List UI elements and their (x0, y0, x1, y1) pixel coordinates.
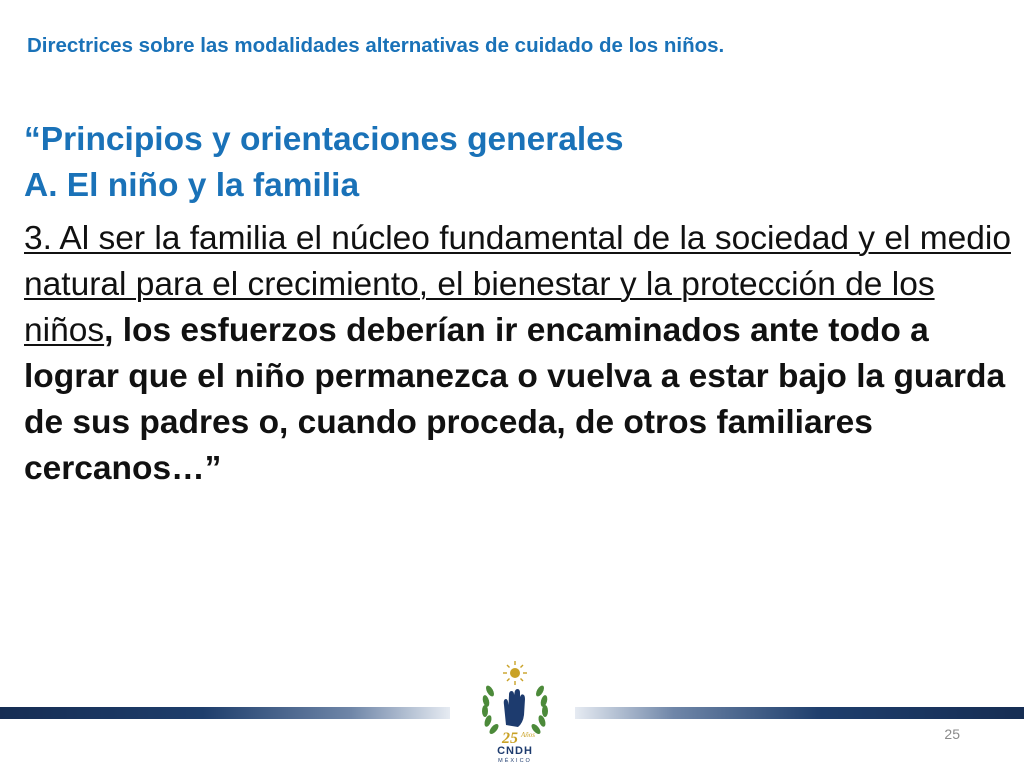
footer-bar-right (575, 707, 1024, 719)
raised-hand-sun-laurel-icon (470, 655, 560, 765)
heading-principles: “Principios y orientaciones generales (24, 121, 624, 158)
body-underlined-text: 3. Al ser la familia el núcleo fundamental de la sociedad y el medio natural para el crecimiento, el bienestar y la protección de los niños (24, 220, 1011, 349)
footer-bar-left (0, 707, 450, 719)
laurel-right-icon (530, 684, 549, 735)
logo-country: MÉXICO (498, 758, 532, 764)
logo-org-name: CNDH (497, 745, 533, 757)
cndh-logo (470, 655, 560, 765)
body-paragraph (24, 216, 1014, 492)
laurel-left-icon (482, 684, 501, 735)
slide-header: Directrices sobre las modalidades alternativas de cuidado de los niños. (27, 34, 725, 57)
heading-child-family: A. El niño y la familia (24, 167, 360, 204)
page-number: 25 (944, 726, 960, 742)
sun-icon (503, 661, 527, 685)
body-bold-text: , los esfuerzos deberían ir encaminados ante todo a lograr que el niño permanezca o vuelva a estar bajo la guarda de sus padres o, cuando proceda, de otros familiares cercanos…” (24, 312, 1006, 487)
logo-anniversary-word: Años (521, 731, 535, 739)
raised-hand-icon (504, 689, 525, 727)
logo-anniversary-number: 25 (502, 730, 518, 747)
